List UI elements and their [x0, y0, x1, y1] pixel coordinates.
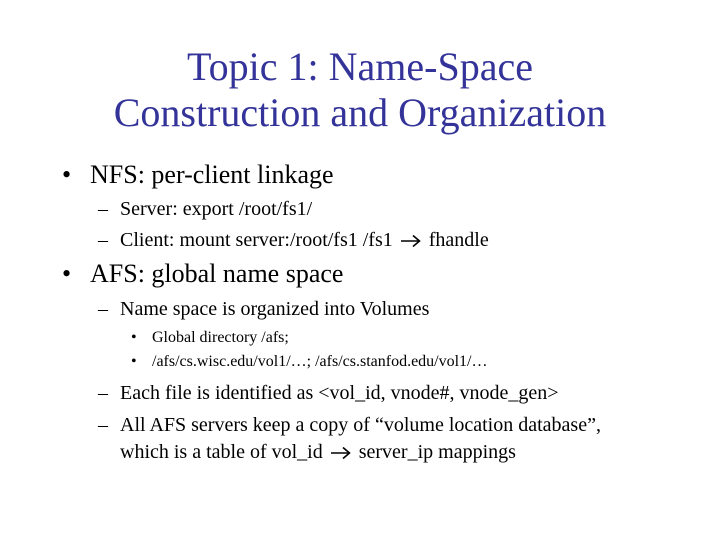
afs-sub-1-dash: –: [98, 298, 108, 320]
afs-sub-1-text: Name space is organized into Volumes: [120, 298, 430, 320]
nfs-bullet-text: NFS: per-client linkage: [90, 160, 334, 189]
afs-subsub-1-text: Global directory /afs;: [152, 329, 289, 346]
afs-sub-3-continuation: [120, 439, 516, 465]
afs-subsub-2-bullet: •: [131, 353, 137, 370]
afs-subsub-2-text: /afs/cs.wisc.edu/vol1/…; /afs/cs.stanfod.edu/vol1/…: [152, 353, 488, 370]
nfs-sub-1-dash: –: [98, 198, 108, 220]
nfs-sub-2-line: [120, 227, 489, 253]
nfs-bullet-mark: •: [62, 160, 72, 189]
right-arrow-icon: [330, 446, 352, 460]
afs-bullet-mark: •: [62, 259, 72, 288]
afs-sub-3-cont-after: server_ip mappings: [358, 441, 516, 463]
afs-bullet-text: AFS: global name space: [90, 259, 344, 288]
afs-sub-3-cont-before: which is a table of vol_id: [120, 441, 323, 463]
slide-title-line-2: Construction and Organization: [113, 90, 607, 135]
afs-sub-2-text: Each file is identified as <vol_id, vnode#, vnode_gen>: [120, 382, 559, 404]
afs-sub-3-text: All AFS servers keep a copy of “volume location database”,: [120, 414, 601, 436]
nfs-sub-2-text-before: Client: mount server:/root/fs1 /fs1: [120, 229, 393, 251]
slide-title-line-1: Topic 1: Name-Space: [187, 44, 533, 89]
afs-sub-3-dash: –: [98, 414, 108, 436]
nfs-sub-2-dash: –: [98, 229, 108, 251]
nfs-sub-1-text: Server: export /root/fs1/: [120, 198, 313, 220]
right-arrow-icon: [400, 234, 422, 248]
afs-subsub-1-bullet: •: [131, 329, 137, 346]
nfs-sub-2-text-after: fhandle: [428, 229, 489, 251]
afs-sub-2-dash: –: [98, 382, 108, 404]
